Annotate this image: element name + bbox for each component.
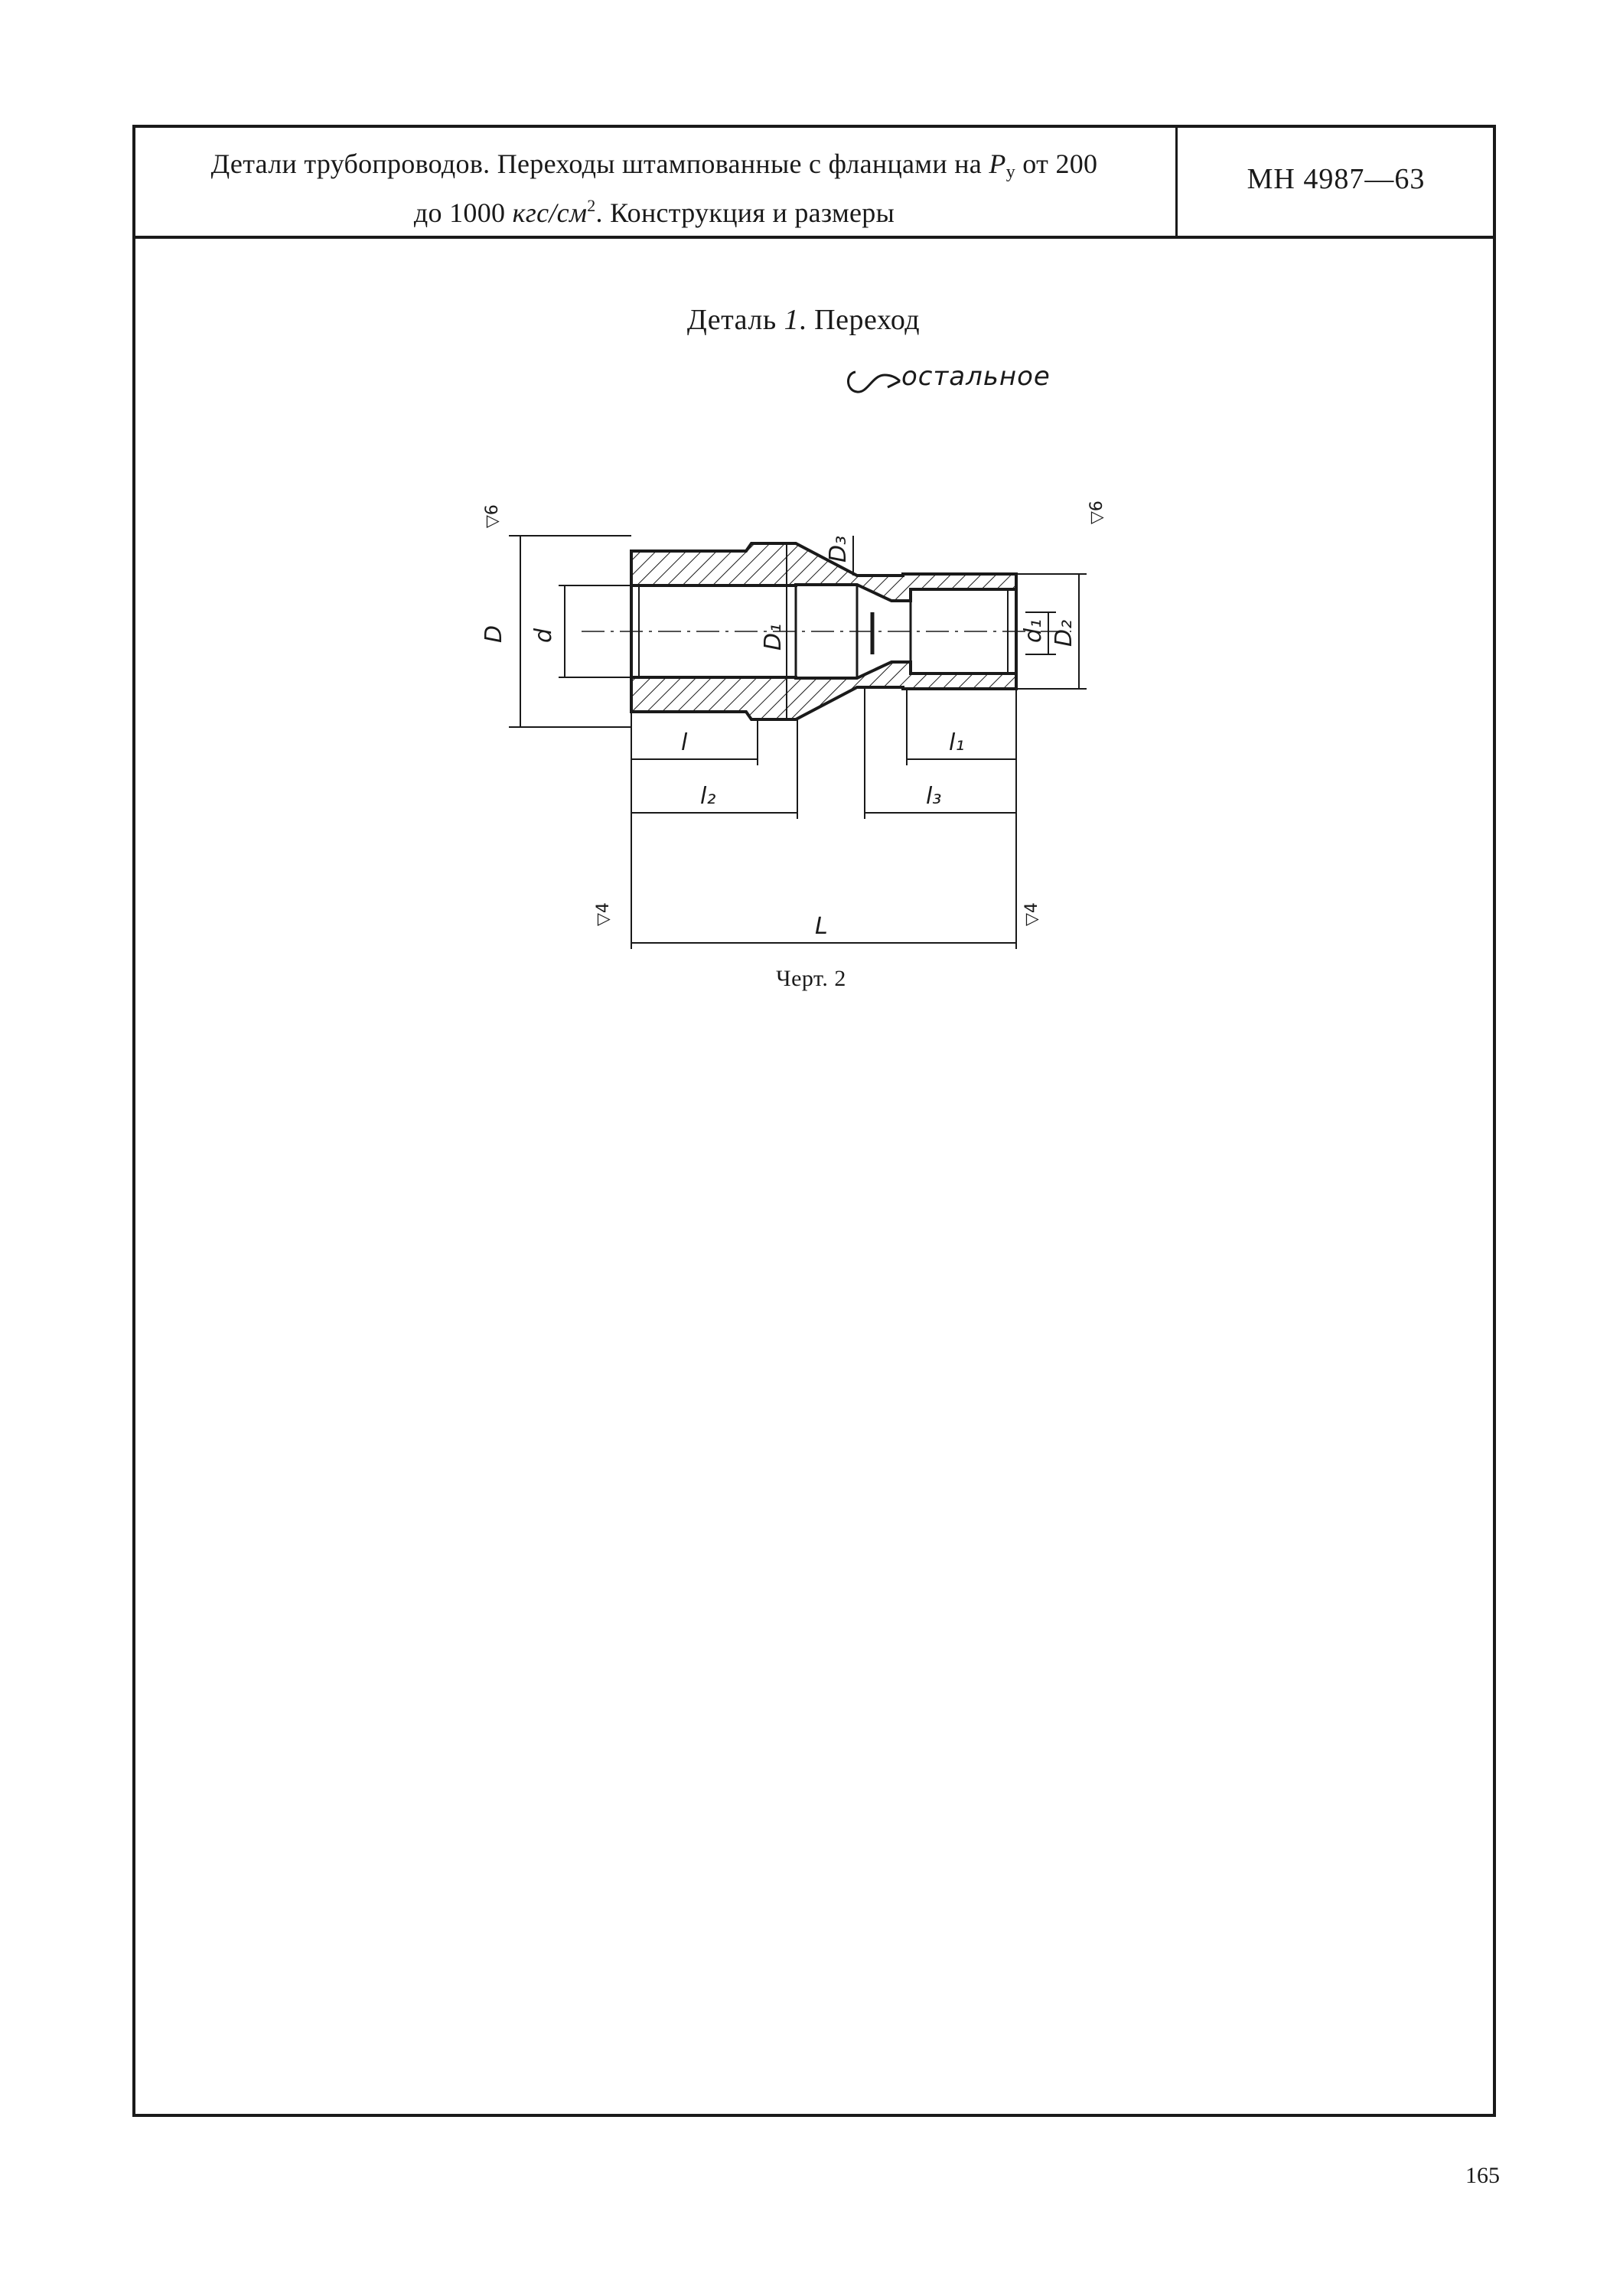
caption-suffix: . Переход [799, 304, 921, 336]
title-pressure-symbol: P [989, 148, 1006, 179]
caption-number: 1 [784, 304, 800, 336]
header-bottom-rule [132, 236, 1496, 239]
header-title-line-2 [138, 189, 1171, 230]
surface-finish-text: остальное [901, 361, 1051, 392]
drawing-caption: Черт. 2 [776, 966, 846, 991]
reducer-drawing [474, 490, 1163, 972]
title-unit: кгс/см [512, 197, 588, 228]
title-text-2a: до 1000 [413, 197, 513, 228]
dimension-lines [509, 536, 1087, 949]
label-l2: l₂ [700, 783, 716, 810]
label-d: d [530, 628, 557, 643]
surface-finish-symbol-icon [842, 357, 903, 403]
label-d1: d₁ [1020, 618, 1047, 643]
label-D: D [481, 625, 507, 643]
header-title-line-1 [138, 147, 1171, 189]
label-l1: l₁ [949, 729, 965, 756]
label-l3: l₃ [926, 783, 942, 810]
detail-caption [536, 303, 1071, 337]
label-l: l [681, 729, 688, 756]
title-text-2b: . Конструкция и размеры [595, 197, 895, 228]
title-text-1b: от 200 [1015, 148, 1098, 179]
page-number: 165 [1465, 2163, 1500, 2188]
title-unit-power: 2 [587, 196, 596, 215]
document-code: МН 4987—63 [1247, 163, 1426, 195]
label-D2: D₂ [1051, 619, 1077, 647]
title-text-1a: Детали трубопроводов. Переходы штампованные с фланцами на [210, 148, 989, 179]
title-pressure-subscript: у [1005, 162, 1015, 182]
roughness-6-left: ▽6 [483, 504, 502, 528]
header-divider [1175, 125, 1178, 237]
label-D1: D₁ [760, 623, 787, 651]
roughness-4-left: ▽4 [594, 902, 613, 926]
label-D3: D₃ [825, 535, 852, 563]
caption-prefix: Деталь [686, 304, 784, 336]
roughness-6-right: ▽6 [1087, 501, 1106, 524]
label-L: L [815, 913, 828, 940]
header-title [138, 147, 1171, 230]
surface-finish-note [842, 357, 1071, 410]
reducer-body [582, 543, 1071, 719]
roughness-4-right: ▽4 [1022, 902, 1041, 926]
page-frame [132, 125, 1496, 2117]
